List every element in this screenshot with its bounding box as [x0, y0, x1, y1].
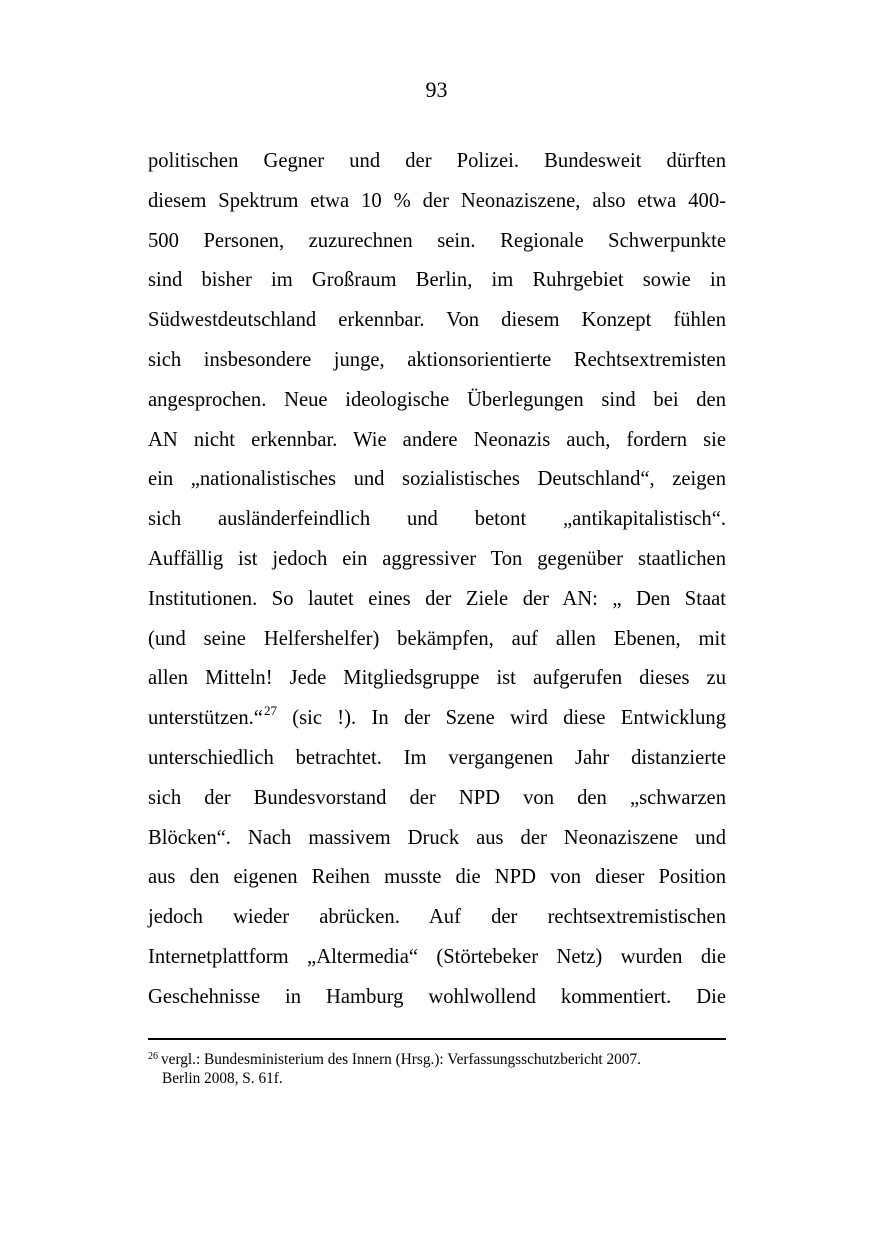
body-line-part: (sic !). In der Szene wird diese Entwicklung: [276, 707, 726, 730]
body-line: diesem Spektrum etwa 10 % der Neonaziszene, also etwa 400-: [148, 189, 726, 212]
footnote-reference[interactable]: 27: [263, 703, 277, 719]
footnote-line: [148, 1050, 726, 1069]
body-line: 500 Personen, zuzurechnen sein. Regionale Schwerpunkte: [148, 229, 726, 252]
footnote-divider: [148, 1038, 726, 1040]
body-line: sich der Bundesvorstand der NPD von den „schwarzen: [148, 786, 726, 809]
body-line-part: unterstützen.“: [148, 707, 263, 730]
body-line: ein „nationalistisches und sozialistisches Deutschland“, zeigen: [148, 468, 726, 491]
footnote-line: Berlin 2008, S. 61f.: [162, 1070, 283, 1087]
footnote-number: 26: [148, 1051, 158, 1062]
body-paragraph: [148, 142, 726, 1018]
body-line: sich ausländerfeindlich und betont „antikapitalistisch“.: [148, 508, 726, 531]
body-line: unterschiedlich betrachtet. Im vergangenen Jahr distanzierte: [148, 746, 726, 769]
body-line: jedoch wieder abrücken. Auf der rechtsextremistischen: [148, 906, 726, 929]
body-line: Auffällig ist jedoch ein aggressiver Ton gegenüber staatlichen: [148, 547, 726, 570]
body-line: sind bisher im Großraum Berlin, im Ruhrgebiet sowie in: [148, 269, 726, 292]
body-line: aus den eigenen Reihen musste die NPD von dieser Position: [148, 866, 726, 889]
body-line: Geschehnisse in Hamburg wohlwollend kommentiert. Die: [148, 985, 726, 1008]
body-line: Internetplattform „Altermedia“ (Störtebeker Netz) wurden die: [148, 945, 726, 968]
body-line: Institutionen. So lautet eines der Ziele der AN: „ Den Staat: [148, 587, 726, 610]
body-line-with-footnote-ref: [148, 699, 726, 739]
page-number: 93: [425, 77, 448, 102]
body-line: allen Mitteln! Jede Mitgliedsgruppe ist aufgerufen dieses zu: [148, 667, 726, 690]
body-line: Südwestdeutschland erkennbar. Von diesem Konzept fühlen: [148, 309, 726, 332]
body-line: politischen Gegner und der Polizei. Bundesweit dürften: [148, 150, 726, 172]
body-line: sich insbesondere junge, aktionsorientierte Rechtsextremisten: [148, 348, 726, 371]
footnote: [148, 1050, 726, 1088]
body-line: Blöcken“. Nach massivem Druck aus der Neonaziszene und: [148, 826, 726, 849]
footnote-text: vergl.: Bundesministerium des Innern (Hrsg.): Verfassungsschutzbericht 2007.: [161, 1051, 641, 1068]
body-line: AN nicht erkennbar. Wie andere Neonazis auch, fordern sie: [148, 428, 726, 451]
body-line: (und seine Helfershelfer) bekämpfen, auf allen Ebenen, mit: [148, 627, 726, 650]
body-line: angesprochen. Neue ideologische Überlegungen sind bei den: [148, 388, 726, 411]
